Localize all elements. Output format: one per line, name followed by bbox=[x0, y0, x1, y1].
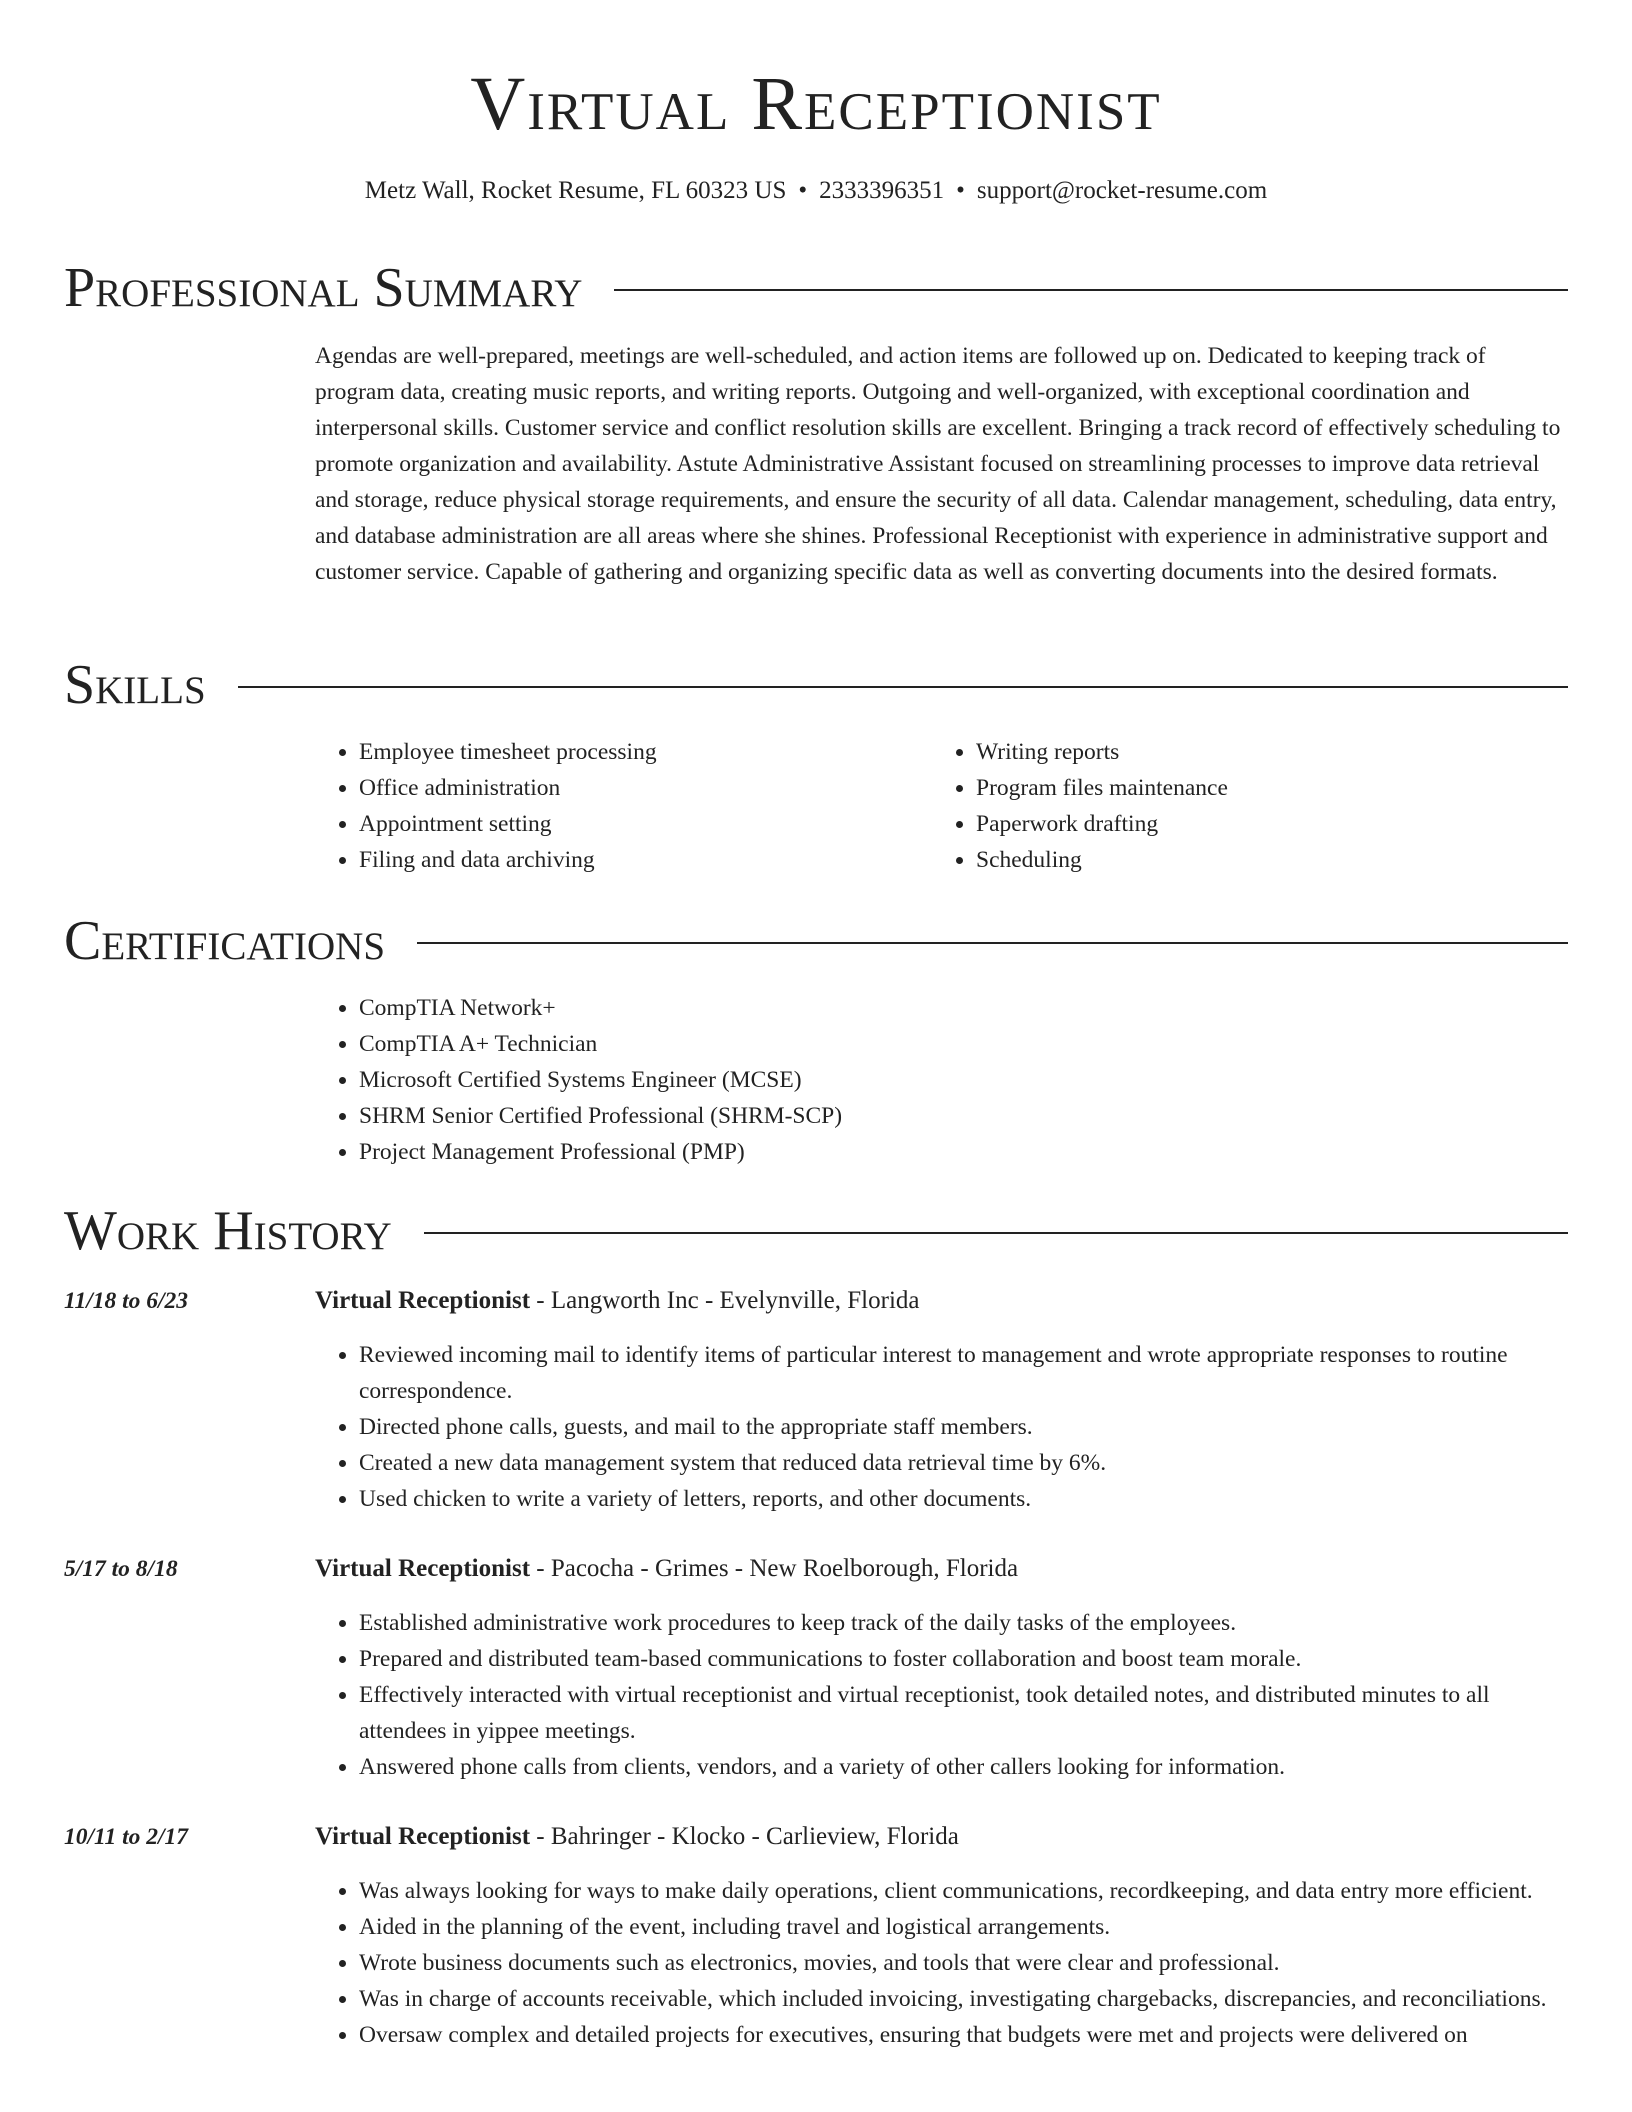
job-title: Virtual Receptionist bbox=[315, 1287, 531, 1314]
job-heading bbox=[315, 1551, 1568, 1587]
skill-item: • Writing reports bbox=[976, 734, 1549, 770]
contact-separator: • bbox=[956, 177, 965, 204]
skills-list bbox=[315, 734, 1568, 878]
job-company-location: - Langworth Inc - Evelynville, Florida bbox=[530, 1287, 920, 1314]
contact-separator: • bbox=[798, 177, 808, 204]
job-bullet: • Reviewed incoming mail to identify items of particular interest to management and wrote appropriate responses to routine correspondence. bbox=[359, 1337, 1568, 1409]
job-bullet: • Created a new data management system that reduced data retrieval time by 6%. bbox=[359, 1445, 1568, 1481]
job-bullet: • Wrote business documents such as electronics, movies, and tools that were clear and professional. bbox=[359, 1945, 1568, 1981]
job-bullet: • Prepared and distributed team-based communications to foster collaboration and boost team morale. bbox=[359, 1641, 1568, 1677]
section-certifications-header bbox=[64, 909, 1568, 973]
job-bullet: • Answered phone calls from clients, vendors, and a variety of other callers looking for information. bbox=[359, 1749, 1568, 1785]
job-title: Virtual Receptionist bbox=[315, 1555, 531, 1582]
job-bullet: • Was in charge of accounts receivable, which included invoicing, investigating chargebacks, discrepancies, and reconciliations. bbox=[359, 1981, 1568, 2017]
certification-item: • CompTIA Network+ bbox=[359, 990, 1568, 1026]
section-divider bbox=[614, 289, 1568, 291]
section-divider bbox=[424, 1232, 1568, 1234]
job-company-location: - Pacocha - Grimes - New Roelborough, Florida bbox=[530, 1555, 1019, 1582]
section-certifications-title: Certifications bbox=[64, 910, 386, 972]
job-dates: 10/11 to 2/17 bbox=[64, 1824, 189, 1850]
resume-title: Virtual Receptionist bbox=[470, 62, 1162, 146]
certification-item: • CompTIA A+ Technician bbox=[359, 1026, 1568, 1062]
job-bullet: • Used chicken to write a variety of letters, reports, and other documents. bbox=[359, 1481, 1568, 1517]
skill-item: • Office administration bbox=[359, 770, 932, 806]
summary-text: Agendas are well-prepared, meetings are well-scheduled, and action items are followed up on. Dedicated to keeping track of program data, creating music reports, and writing reports. Outgoing and well-organized, with exceptional coordination and interpersonal skills. Customer service and conflict resolution skills are excellent. Bringing a track record of effectively scheduling to promote organization and availability. Astute Administrative Assistant focused on streamlining processes to improve data retrieval and storage, reduce physical storage requirements, and ensure the security of all data. Calendar management, scheduling, data entry, and database administration are all areas where she shines. Professional Receptionist with experience in administrative support and customer service. Capable of gathering and organizing specific data as well as converting documents into the desired formats. bbox=[315, 343, 1561, 585]
job-bullet: • Aided in the planning of the event, including travel and logistical arrangements. bbox=[359, 1909, 1568, 1945]
job-bullet: • Established administrative work procedures to keep track of the daily tasks of the employees. bbox=[359, 1605, 1568, 1641]
certifications-list bbox=[315, 990, 1568, 1170]
job-bullet: • Oversaw complex and detailed projects for executives, ensuring that budgets were met and projects were delivered on bbox=[359, 2017, 1568, 2053]
skills-column-left bbox=[315, 734, 932, 878]
job-bullets bbox=[315, 1337, 1568, 1517]
skill-item: • Program files maintenance bbox=[976, 770, 1549, 806]
job-heading bbox=[315, 1283, 1568, 1319]
certification-item: • Microsoft Certified Systems Engineer (MCSE) bbox=[359, 1062, 1568, 1098]
section-summary-header bbox=[64, 256, 1568, 320]
contact-phone: 2333396351 bbox=[819, 177, 945, 204]
job-bullet: • Directed phone calls, guests, and mail to the appropriate staff members. bbox=[359, 1409, 1568, 1445]
certification-item: • Project Management Professional (PMP) bbox=[359, 1134, 1568, 1170]
section-summary-title: Professional Summary bbox=[64, 257, 583, 319]
contact-address: Metz Wall, Rocket Resume, FL 60323 US bbox=[364, 177, 787, 204]
job-bullets bbox=[315, 1605, 1568, 1785]
skill-item: • Filing and data archiving bbox=[359, 842, 932, 878]
section-divider bbox=[417, 942, 1568, 944]
skills-column-right bbox=[932, 734, 1549, 878]
job-title: Virtual Receptionist bbox=[315, 1823, 531, 1850]
section-skills-header bbox=[64, 653, 1568, 717]
section-work-title: Work History bbox=[64, 1200, 392, 1262]
job-bullets bbox=[315, 1873, 1568, 2053]
section-divider bbox=[238, 686, 1568, 688]
skill-item: • Scheduling bbox=[976, 842, 1549, 878]
job-bullet: • Was always looking for ways to make daily operations, client communications, recordkeeping, and data entry more efficient. bbox=[359, 1873, 1568, 1909]
section-skills-title: Skills bbox=[64, 654, 206, 716]
skill-item: • Employee timesheet processing bbox=[359, 734, 932, 770]
job-dates: 11/18 to 6/23 bbox=[64, 1288, 189, 1314]
skill-item: • Appointment setting bbox=[359, 806, 932, 842]
contact-line bbox=[0, 174, 1632, 208]
job-heading bbox=[315, 1819, 1568, 1855]
job-dates: 5/17 to 8/18 bbox=[64, 1556, 178, 1582]
contact-email: support@rocket-resume.com bbox=[976, 177, 1268, 204]
job-company-location: - Bahringer - Klocko - Carlieview, Florida bbox=[530, 1823, 959, 1850]
section-work-header bbox=[64, 1199, 1568, 1263]
certification-item: • SHRM Senior Certified Professional (SHRM-SCP) bbox=[359, 1098, 1568, 1134]
skill-item: • Paperwork drafting bbox=[976, 806, 1549, 842]
job-bullet: • Effectively interacted with virtual receptionist and virtual receptionist, took detailed notes, and distributed minutes to all attendees in yippee meetings. bbox=[359, 1677, 1568, 1749]
